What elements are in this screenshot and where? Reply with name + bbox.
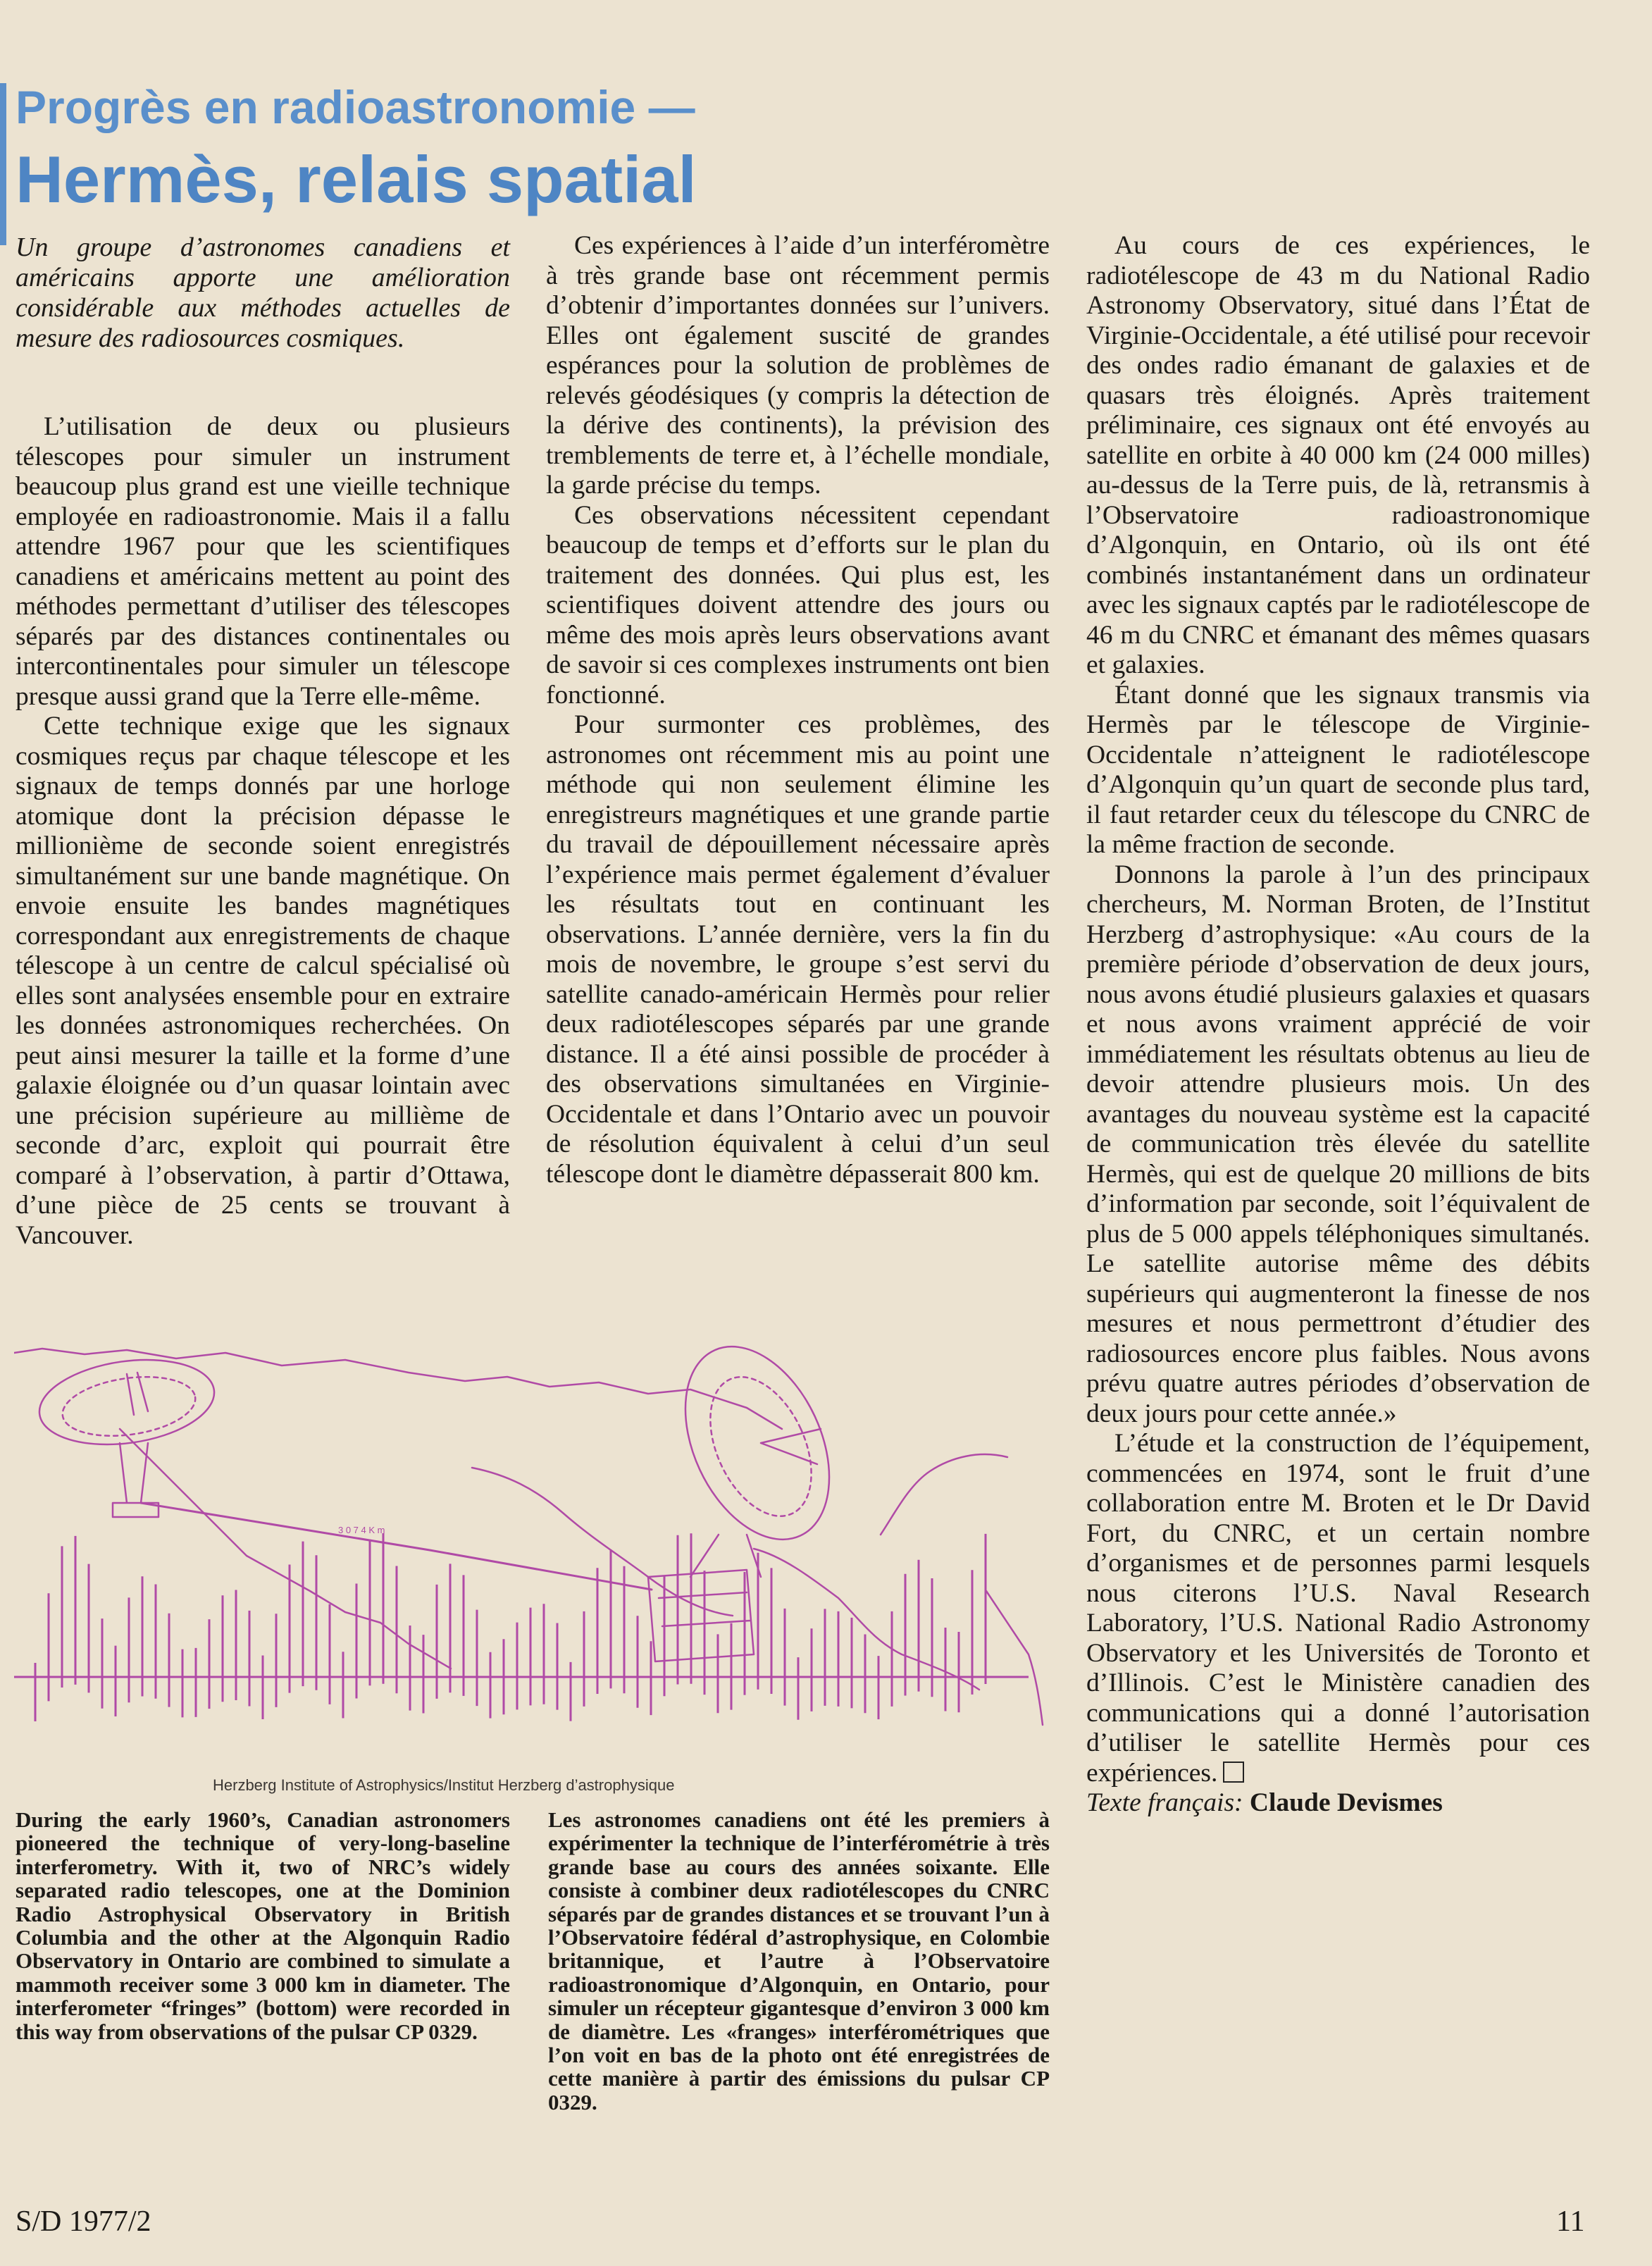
map-coastline [472,1468,733,1616]
article-paragraph: Ces expériences à l’aide d’un interféromètre à très grande base ont récemment permis d’obtenir d’importantes données sur l’univers. Elles ont également suscité de grandes espérances pour la solution de problèmes de relevés géodésiques (y compris la détection de la dérive des continents), la prévision des tremblements de terre et, à l’échelle mondiale, la garde précise du temps. [546,231,1050,500]
west-dish [34,1349,220,1455]
article-paragraph: Étant donné que les signaux transmis via Hermès par le télescope de Virginie-Occidentale n’atteignent le radiotélescope d’Algonquin qu’un quart de seconde plus tard, il faut retarder ceux du télescope du CNRC de la même fraction de seconde. [1086,680,1590,859]
end-mark-icon [1223,1762,1244,1783]
article-paragraph: Cette technique exige que les signaux cosmiques reçus par chaque télescope et les signaux de temps donnés par une horloge atomique dont la précision dépasse le millionième de seconde soient enregistrés simultanément sur une bande magnétique. On envoie ensuite les bandes magnétiques correspondant aux enregistrements de chaque télescope à un centre de calcul spécialisé où elles sont analysées ensemble pour en extraire les données astronomiques recherchées. On peut ainsi mesurer la taille et la forme d’une galaxie éloignée ou d’un quasar lointain avec une précision supérieure au millième de seconde d’arc, exploit qui pourrait être comparé à l’observation, à partir d’Ottawa, d’une pièce de 25 cents se trouvant à Vancouver. [15,712,510,1250]
headline: Hermès, relais spatial [15,142,697,216]
article-column-2 [546,231,1050,1189]
article-paragraph: Ces observations nécessitent cependant beaucoup de temps et d’efforts sur le plan du traitement des données. Qui plus est, les scientifiques doivent attendre des jours ou même des mois après leurs observations avant de savoir si ces complexes instruments ont bien fonctionné. [546,500,1050,710]
caption-english: During the early 1960’s, Canadian astronomers pioneered the technique of very-long-baseline interferometry. With it, two of NRC’s widely separated radio telescopes, one at the Dominion Radio Astrophysical Observatory in British Columbia and the other at the Algonquin Radio Observatory in Ontario are combined to simulate a mammoth receiver some 3 000 km in diameter. The interferometer “fringes” (bottom) were recorded in this way from observations of the pulsar CP 0329. [15,1807,510,2044]
page-number: 11 [1556,2205,1585,2238]
translator-name: Claude Devismes [1249,1788,1443,1817]
translation-credit [1086,1788,1590,1819]
article-paragraph-text: L’étude et la construction de l’équipement, commencées en 1974, sont le fruit d’une collaboration entre M. Broten et le Dr David Fort, du CNRC, et un certain nombre d’organismes et de personnes parmi lesquels nous citerons l’U.S. Naval Research Laboratory, l’U.S. National Radio Astronomy Observatory et les Universités de Toronto et d’Illinois. C’est le Ministère canadien des communications qui a donné l’autorisation d’utiliser le satellite Hermès pour ces expériences. [1086,1429,1590,1788]
west-dish-inner [58,1369,199,1444]
east-dish [657,1344,858,1562]
title-accent-bar [0,83,6,245]
telescope-illustration [14,1344,1062,1771]
article-paragraph: L’utilisation de deux ou plusieurs télescopes pour simuler un instrument beaucoup plus grand est une vieille technique employée en radioastronomie. Mais il a fallu attendre 1967 pour que les scientifiques canadiens et américains mettent au point des méthodes permettant d’utiliser des télescopes séparés par des distances continentales ou intercontinentales pour simuler un télescope presque aussi grand que la Terre elle-même. [15,412,510,711]
article-paragraph: Pour surmonter ces problèmes, des astronomes ont récemment mis au point une méthode qui non seulement élimine les enregistreurs magnétiques et une grande partie du travail de dépouillement nécessaire après l’expérience mais permet également d’évaluer les résultats tout en continuant les observations. L’année dernière, vers la fin du mois de novembre, le groupe s’est servi du satellite canado-américain Hermès pour relier deux radiotélescopes séparés par une grande distance. Il a été ainsi possible de procéder à des observations simultanées en Virginie-Occidentale et dans l’Ontario avec un pouvoir de résolution équivalent à celui d’un seul télescope dont le diamètre dépasserait 800 km. [546,710,1050,1189]
map-coastline [881,1454,1007,1535]
article-paragraph [1086,1429,1590,1788]
caption-french: Les astronomes canadiens ont été les premiers à expérimenter la technique de l’interférométrie à très grande base au cours des années soixante. Elle consiste à combiner deux radiotélescopes du CNRC séparés par de grandes distances et se trouvant l’un à l’Observatoire fédéral d’astrophysique, en Colombie britannique, et l’autre à l’Observatoire radioastronomique d’Algonquin, en Ontario, pour simuler un récepteur gigantesque d’environ 3 000 km de diamètre. Les «franges» interférométriques que l’on voit en bas de la photo ont été enregistrées de cette manière à partir des émissions du pulsar CP 0329. [548,1807,1050,2115]
issue-label: S/D 1977/2 [15,2205,151,2238]
lead-paragraph: Un groupe d’astronomes canadiens et américains apporte une amélioration considérable aux méthodes actuelles de mesure des radiosources cosmiques. [15,233,510,353]
article-column-3 [1086,231,1590,1819]
headline-kicker: Progrès en radioastronomie — [15,81,695,133]
map-coastline [986,1591,1043,1725]
article-column-1 [15,412,510,1251]
east-dish-feed [690,1429,821,1577]
fringe-bars [35,1533,986,1721]
article-paragraph: Au cours de ces expériences, le radiotélescope de 43 m du National Radio Astronomy Observatory, situé dans l’État de Virginie-Occidentale, a été utilisé pour recevoir des ondes radio émanant de galaxies et de quasars très éloignés. Après traitement préliminaire, ces signaux ont été envoyés au satellite en orbite à 40 000 km (24 000 milles) au-dessus de la Terre puis, de là, retransmis à l’Observatoire radioastronomique d’Algonquin, en Ontario, où ils ont été combinés instantanément dans un ordinateur avec les signaux captés par le radiotélescope de 46 m du CNRC et émanant des mêmes quasars et galaxies. [1086,231,1590,679]
translation-label: Texte français: [1086,1788,1243,1817]
east-dish-inner [690,1361,831,1533]
article-paragraph: Donnons la parole à l’un des principaux chercheurs, M. Norman Broten, de l’Institut Herzberg d’astrophysique: «Au cours de la première période d’observation de deux jours, nous avons étudié plusieurs galaxies et quasars et nous avons vraiment apprécié de voir immédiatement les résultats obtenus au lieu de devoir attendre plusieurs mois. Un des avantages du nouveau système est la capacité de communication très élevée du satellite Hermès, qui est de quelque 20 millions de bits d’information par seconde, soit l’équivalent de plus de 5 000 appels téléphoniques simultanés. Le satellite autorise même des débits supérieurs qui augmenteront la finesse de nos mesures et nous permettront d’étudier des radiosources encore plus faibles. Nous avons prévu quatre autres périodes d’observation de deux jours pour cette année.» [1086,860,1590,1428]
baseline-distance-label: 3 0 7 4 K m [338,1525,385,1535]
interference-fringes [14,1533,1029,1721]
figure-credit: Herzberg Institute of Astrophysics/Institut Herzberg d’astrophysique [213,1776,675,1794]
